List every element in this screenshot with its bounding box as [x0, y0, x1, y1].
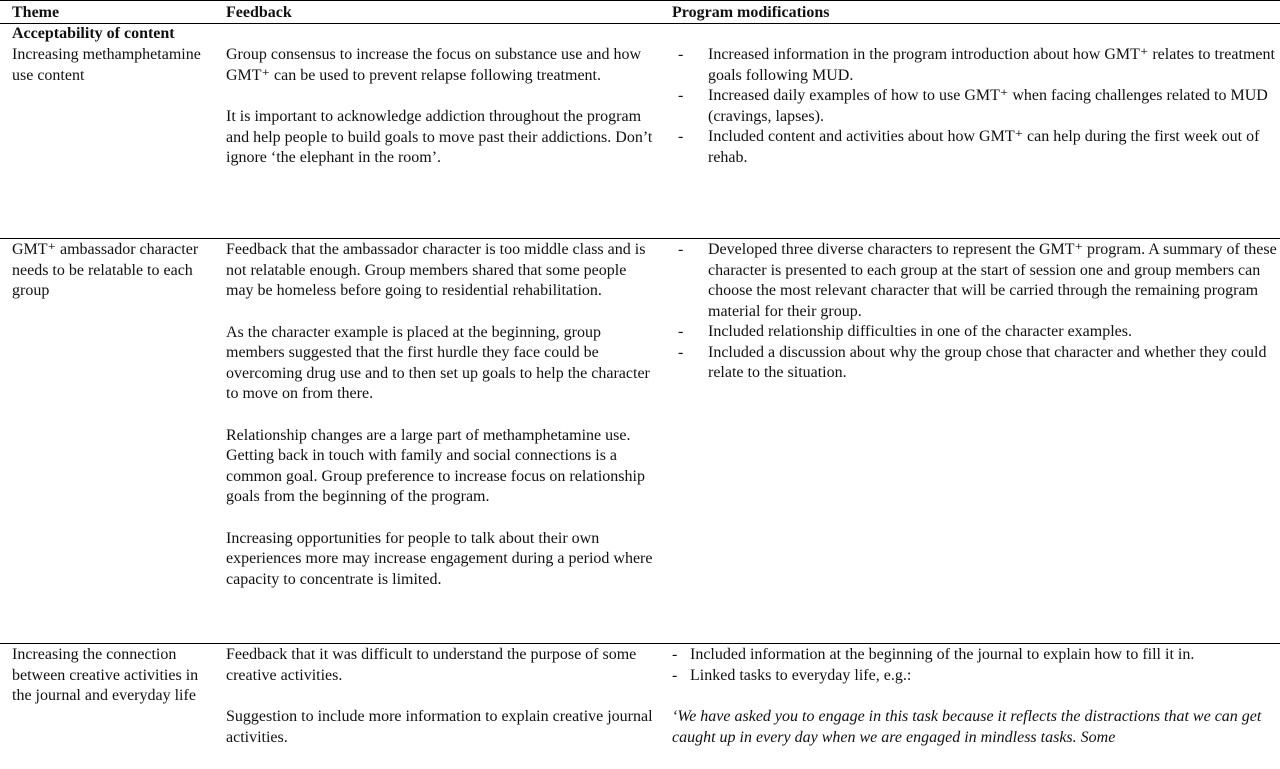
modification-item: - Included content and activities about how GMT⁺ can help during the first week out of rehab. [678, 128, 1260, 166]
feedback-paragraph: Suggestion to include more information to explain creative journal activities. [226, 708, 653, 746]
modification-list [672, 645, 1272, 686]
row-divider-2 [0, 643, 1280, 644]
modification-item: - Included information at the beginning of the journal to explain how to fill it in. [672, 645, 1272, 666]
modification-item: - Linked tasks to everyday life, e.g.: [672, 666, 1272, 687]
modification-item: - Increased daily examples of how to use GMT⁺ when facing challenges related to MUD (cravings, lapses). [678, 87, 1268, 125]
column-header-feedback: Feedback [226, 4, 292, 21]
column-header-theme: Theme [12, 4, 60, 21]
dash-bullet-icon: - [678, 323, 684, 340]
feedback-paragraph: Group consensus to increase the focus on substance use and how GMT⁺ can be used to prevent relapse following treatment. [226, 46, 642, 84]
dash-bullet-icon: - [678, 87, 684, 104]
column-header-program-modifications: Program modifications [672, 4, 830, 21]
dash-bullet-icon: - [678, 241, 684, 258]
row-1-feedback [226, 45, 656, 190]
row-2-feedback [226, 240, 656, 611]
modification-item: - Included relationship difficulties in one of the character examples. [678, 322, 1278, 343]
modification-item: - Included a discussion about why the group chose that character and whether they could relate to the situation. [678, 343, 1267, 381]
feedback-paragraph: Feedback that the ambassador character is too middle class and is not relatable enough. Group members shared that some people may be homeless before going to residential rehabilitation. [226, 241, 646, 299]
dash-bullet-icon: - [678, 128, 684, 145]
row-3-modifications [672, 645, 1272, 748]
modification-list [678, 240, 1278, 384]
section-heading: Acceptability of content [12, 25, 175, 42]
feedback-paragraph: Feedback that it was difficult to understand the purpose of some creative activities. [226, 646, 637, 684]
example-quote: ‘We have asked you to engage in this task because it reflects the distractions that we can get caught up in every day when we are engaged in mindless tasks. Some [672, 708, 1262, 746]
row-1-theme: Increasing methamphetamine use content [12, 46, 201, 84]
row-1-modifications [678, 45, 1278, 168]
row-divider-1 [0, 238, 1280, 239]
dash-bullet-icon: - [678, 46, 684, 63]
feedback-paragraph: It is important to acknowledge addiction throughout the program and help people to build goals to move past their addictions. Don’t ignore ‘the elephant in the room’. [226, 108, 653, 166]
row-2-theme: GMT⁺ ambassador character needs to be relatable to each group [12, 241, 199, 299]
top-rule [0, 0, 1280, 1]
dash-bullet-icon: - [678, 343, 684, 361]
feedback-paragraph: Increasing opportunities for people to talk about their own experiences more may increase engagement during a period where capacity to concentrate is limited. [226, 529, 653, 588]
row-3-theme: Increasing the connection between creative activities in the journal and everyday life [12, 646, 199, 704]
modification-list [678, 45, 1278, 168]
dash-bullet-icon: - [672, 666, 678, 684]
modification-item: - Increased information in the program introduction about how GMT⁺ relates to treatment goals following MUD. [678, 46, 1275, 84]
feedback-paragraph: Relationship changes are a large part of methamphetamine use. Getting back in touch with family and social connections is a common goal. Group preference to increase focus on relationship goals from the beginning of the program. [226, 426, 645, 505]
row-2-modifications [678, 240, 1278, 384]
dash-bullet-icon: - [672, 646, 678, 663]
feedback-paragraph: As the character example is placed at the beginning, group members suggested that the first hurdle they face could be overcoming drug use and to then set up goals to help the character to move on from there. [226, 323, 650, 402]
row-3-feedback [226, 645, 656, 769]
modification-item: - Developed three diverse characters to represent the GMT⁺ program. A summary of these character is presented to each group at the start of session one and group members can choose the most relevant character that will be carried through the remaining program material for their group. [678, 241, 1277, 320]
